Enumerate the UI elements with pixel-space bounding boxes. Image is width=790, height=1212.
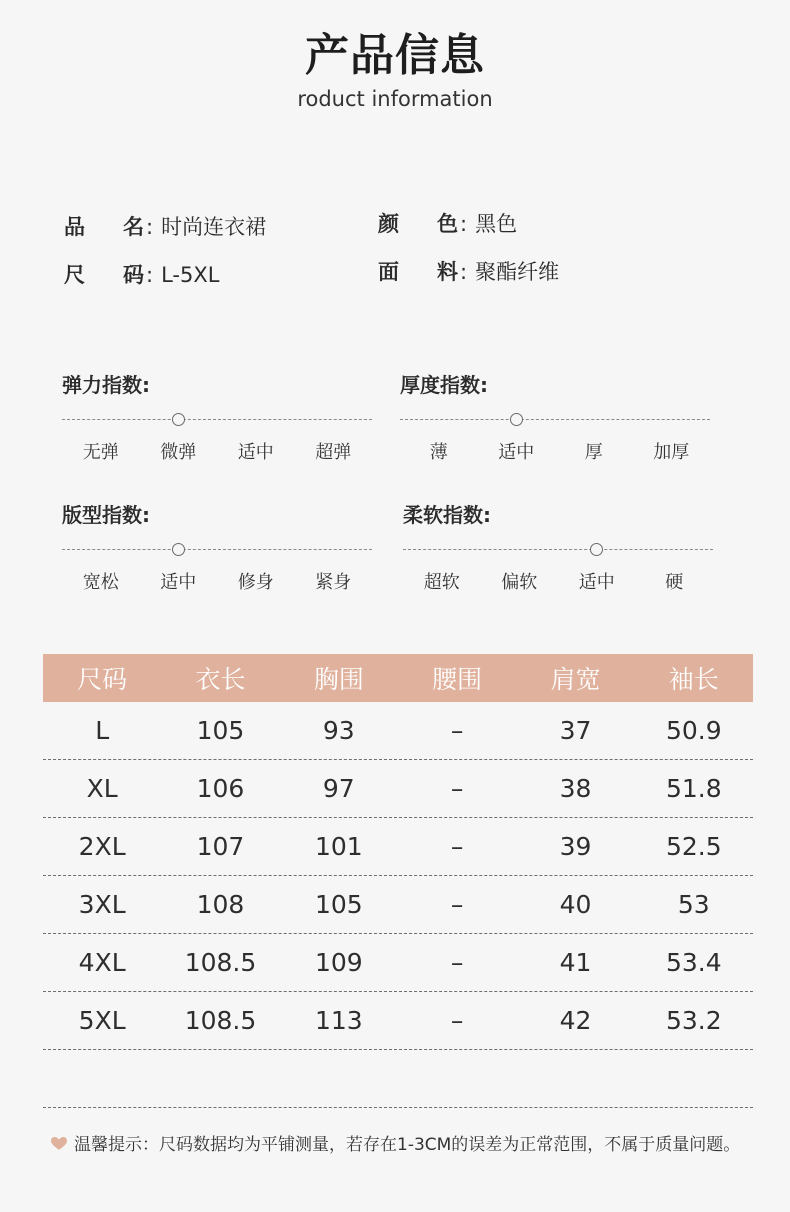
thickness-option: 薄 — [429, 442, 448, 463]
info-fabric: 面 料 : 聚酯纤维 — [378, 260, 560, 284]
table-cell: – — [450, 890, 464, 919]
table-cell: – — [450, 774, 464, 803]
table-cell: 51.8 — [665, 774, 722, 803]
info-color: 颜 色 : 黑色 — [378, 212, 518, 236]
table-cell: – — [450, 1006, 464, 1035]
fit-option: 宽松 — [82, 572, 119, 593]
page-title: 产品信息 — [305, 30, 485, 81]
table-cell: 101 — [314, 832, 363, 861]
info-name-value: 时尚连衣裙 — [161, 215, 267, 239]
fit-index-track — [62, 540, 372, 560]
softness-option: 适中 — [578, 572, 615, 593]
size-table-header — [43, 654, 753, 702]
thickness-index — [400, 372, 710, 463]
table-row-empty — [43, 1050, 753, 1108]
softness-option: 超软 — [423, 572, 460, 593]
thickness-index-track — [400, 410, 710, 430]
table-cell: 4XL — [78, 948, 126, 977]
elastic-option: 超弹 — [315, 442, 352, 463]
table-cell: XL — [86, 774, 118, 803]
table-cell: 108 — [196, 890, 245, 919]
table-cell: 5XL — [78, 1006, 126, 1035]
elastic-index-title: 弹力指数: — [62, 373, 150, 397]
table-cell: 93 — [322, 716, 355, 745]
table-cell: 107 — [196, 832, 245, 861]
elastic-option: 适中 — [237, 442, 274, 463]
column-header: 肩宽 — [550, 665, 601, 694]
page-subtitle: roduct information — [297, 87, 493, 111]
elastic-option: 无弹 — [82, 442, 119, 463]
table-cell: 53 — [677, 890, 710, 919]
table-cell: 106 — [196, 774, 245, 803]
circle-knob-icon — [510, 413, 523, 426]
page-header — [0, 28, 790, 112]
table-row — [43, 818, 753, 876]
table-cell: 42 — [559, 1006, 592, 1035]
column-header: 胸围 — [313, 665, 364, 694]
softness-index-title: 柔软指数: — [403, 503, 491, 527]
elastic-index-track — [62, 410, 372, 430]
thickness-option: 加厚 — [653, 442, 690, 463]
table-cell: 53.2 — [665, 1006, 722, 1035]
table-cell: – — [450, 716, 464, 745]
table-cell: 38 — [559, 774, 592, 803]
info-fabric-value: 聚酯纤维 — [475, 260, 560, 284]
table-cell: 53.4 — [665, 948, 722, 977]
fit-index-title: 版型指数: — [62, 503, 150, 527]
info-size: 尺 码 : L-5XL — [64, 263, 220, 287]
thickness-index-title: 厚度指数: — [400, 373, 488, 397]
info-size-label: 尺 码 — [64, 263, 144, 287]
info-color-value: 黑色 — [475, 212, 518, 236]
softness-option: 硬 — [665, 572, 684, 593]
column-header: 袖长 — [668, 665, 719, 694]
thickness-option: 厚 — [584, 442, 603, 463]
table-cell: 3XL — [78, 890, 126, 919]
table-row — [43, 934, 753, 992]
info-size-value: L-5XL — [161, 263, 220, 287]
table-cell: – — [450, 948, 464, 977]
table-cell: 2XL — [78, 832, 126, 861]
table-cell: 37 — [559, 716, 592, 745]
thickness-option: 适中 — [498, 442, 535, 463]
table-cell: 105 — [196, 716, 245, 745]
table-cell: 50.9 — [665, 716, 722, 745]
softness-index — [403, 502, 713, 593]
fit-index — [62, 502, 372, 593]
heart-icon — [50, 1134, 68, 1152]
warm-tip — [50, 1130, 740, 1155]
table-cell: – — [450, 832, 464, 861]
info-color-label: 颜 色 — [378, 212, 458, 236]
circle-knob-icon — [590, 543, 603, 556]
info-fabric-label: 面 料 — [378, 260, 458, 284]
softness-option: 偏软 — [501, 572, 538, 593]
table-cell: 39 — [559, 832, 592, 861]
table-cell: 109 — [314, 948, 363, 977]
table-row — [43, 760, 753, 818]
softness-index-track — [403, 540, 713, 560]
column-header: 衣长 — [195, 665, 246, 694]
table-cell: 105 — [314, 890, 363, 919]
column-header: 腰围 — [432, 665, 483, 694]
fit-option: 紧身 — [315, 572, 352, 593]
table-cell: 40 — [559, 890, 592, 919]
column-header: 尺码 — [77, 665, 128, 694]
table-row — [43, 992, 753, 1050]
info-name: 品 名 : 时尚连衣裙 — [64, 215, 267, 239]
table-row — [43, 876, 753, 934]
info-name-label: 品 名 — [64, 215, 144, 239]
table-cell: 108.5 — [184, 1006, 257, 1035]
elastic-option: 微弹 — [160, 442, 197, 463]
table-cell: 113 — [314, 1006, 363, 1035]
table-cell: 97 — [322, 774, 355, 803]
table-cell: L — [95, 716, 110, 745]
circle-knob-icon — [172, 543, 185, 556]
fit-option: 适中 — [160, 572, 197, 593]
size-table — [43, 654, 753, 1108]
circle-knob-icon — [172, 413, 185, 426]
table-cell: 108.5 — [184, 948, 257, 977]
fit-option: 修身 — [237, 572, 274, 593]
warm-tip-text: 温馨提示：尺码数据均为平铺测量，若存在1-3CM的误差为正常范围，不属于质量问题。 — [74, 1135, 741, 1155]
elastic-index — [62, 372, 372, 463]
table-row — [43, 702, 753, 760]
table-cell: 52.5 — [665, 832, 722, 861]
table-cell: 41 — [559, 948, 592, 977]
